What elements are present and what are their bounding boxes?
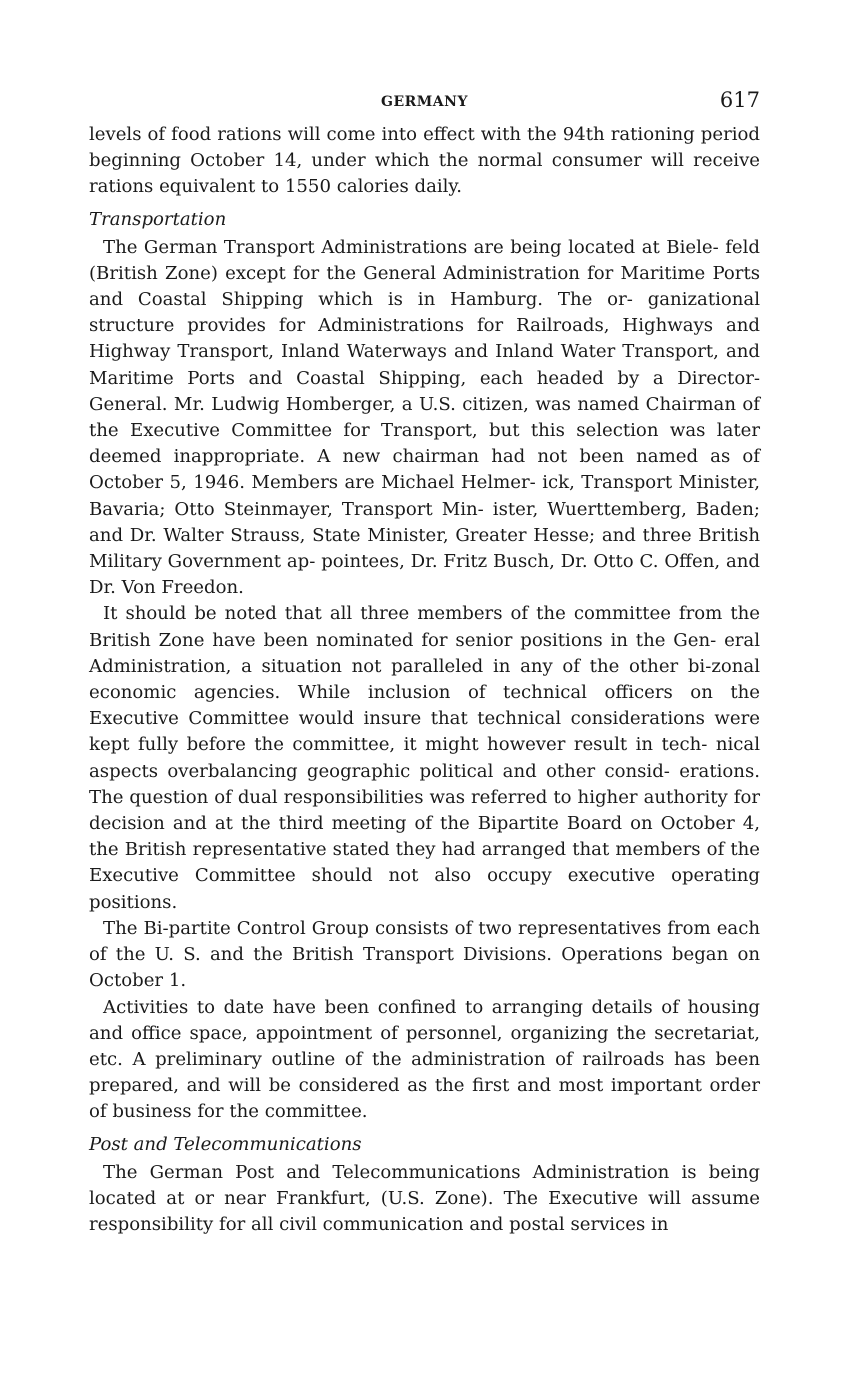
- paragraph-post-1: The German Post and Telecommunications Administration is being located at or near Frankfurt, (U.S. Zone). The Executive will assume responsibility for all civil communication and postal services in: [89, 1161, 760, 1235]
- page-number: 617: [719, 88, 760, 112]
- running-title: GERMANY: [381, 94, 468, 110]
- section-heading-transportation: Transportation: [89, 208, 227, 230]
- paragraph-transport-4: Activities to date have been confined to arranging details of housing and office space, appointment of personnel, organizing the secretariat, etc. A preliminary outline of the administration of railroads has been prepared, and will be considered as the first and most important order of business for the committee.: [89, 996, 760, 1123]
- running-head: [89, 88, 760, 122]
- body-text: [89, 122, 760, 1238]
- document-page: [89, 88, 760, 1238]
- paragraph-transport-2: It should be noted that all three members of the committee from the British Zone have been nominated for senior positions in the Gen- eral Administration, a situation not paralleled in any of the other bi-zonal economic agencies. While inclusion of technical officers on the Executive Committee would insure that technical considerations were kept fully before the committee, it might however result in tech- nical aspects overbalancing geographic political and other consid- erations. The question of dual responsibilities was referred to higher authority for decision and at the third meeting of the Bipartite Board on October 4, the British representative stated they had arranged that members of the Executive Committee should not also occupy executive operating positions.: [89, 603, 760, 913]
- section-heading-post: Post and Telecommunications: [89, 1133, 362, 1155]
- paragraph-transport-3: The Bi-partite Control Group consists of two representatives from each of the U. S. and the British Transport Divisions. Operations began on October 1.: [89, 917, 760, 992]
- paragraph-transport-1: The German Transport Administrations are being located at Biele- feld (British Zone) except for the General Administration for Maritime Ports and Coastal Shipping which is in Hamburg. The or- ganizational structure provides for Administrations for Railroads, Highways and Highway Transport, Inland Waterways and Inland Water Transport, and Maritime Ports and Coastal Shipping, each headed by a Director-General. Mr. Ludwig Homberger, a U.S. citizen, was named Chairman of the Executive Committee for Transport, but this selection was later deemed inappropriate. A new chairman had not been named as of October 5, 1946. Members are Michael Helmer- ick, Transport Minister, Bavaria; Otto Steinmayer, Transport Min- ister, Wuerttemberg, Baden; and Dr. Walter Strauss, State Minister, Greater Hesse; and three British Military Government ap- pointees, Dr. Fritz Busch, Dr. Otto C. Offen, and Dr. Von Freedon.: [89, 236, 760, 599]
- paragraph-intro: levels of food rations will come into effect with the 94th rationing period beginning October 14, under which the normal consumer will receive rations equivalent to 1550 calories daily.: [89, 124, 760, 198]
